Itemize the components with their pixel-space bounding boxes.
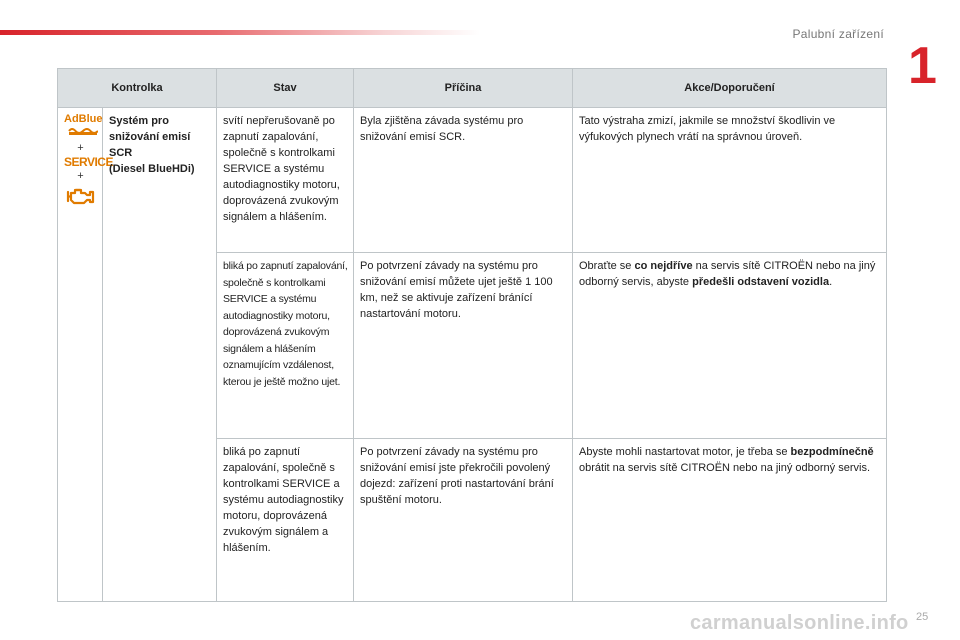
column-header-indicator: Kontrolka	[58, 69, 217, 108]
system-name: Systém pro snižování emisí SCR (Diesel BlueHDi)	[109, 115, 195, 175]
service-icon: SERVICE	[64, 155, 113, 169]
section-title: Palubní zařízení	[792, 27, 884, 41]
plus-sign-2: +	[77, 170, 84, 182]
table-header-row	[58, 69, 887, 108]
action-cell: Abyste mohli nastartovat motor, je třeba se bezpodmínečně obrátit na servis sítě CITROËN nebo na jiný odborný servis.	[573, 439, 887, 602]
cause-cell: Byla zjištěna závada systému pro snižování emisí SCR.	[354, 108, 573, 253]
header-accent-bar	[0, 30, 480, 35]
plus-sign: +	[77, 142, 84, 154]
state-cell: bliká po zapnutí zapalování, společně s kontrolkami SERVICE a systému autodiagnostiky motoru, doprovázená zvukovým signálem a hlášením.	[217, 439, 354, 602]
page-number: 25	[916, 611, 929, 623]
warning-light-table	[57, 68, 887, 602]
indicator-icons-cell	[58, 108, 113, 602]
table-row	[58, 108, 887, 253]
action-cell: Tato výstraha zmizí, jakmile se množství škodlivin ve výfukových plynech vrátí na správnou úroveň.	[573, 108, 887, 253]
adblue-icon: AdBlue	[64, 113, 102, 139]
state-cell: bliká po zapnutí zapalování, společně s kontrolkami SERVICE a systému autodiagnostiky motoru, doprovázená zvukovým signálem a hlášením oznamujícím vzdálenost, kterou je ještě možno ujet.	[217, 253, 354, 439]
cause-cell: Po potvrzení závady na systému pro snižování emisí jste překročili povolený dojezd: zařízení proti nastartování brání spuštění motoru.	[354, 439, 573, 602]
state-cell: svítí nepřerušovaně po zapnutí zapalování, společně s kontrolkami SERVICE a systému autodiagnostiky motoru, doprovázená zvukovým signálem a hlášením.	[217, 108, 354, 253]
column-header-state: Stav	[217, 69, 354, 108]
action-cell: Obraťte se co nejdříve na servis sítě CITROËN nebo na jiný odborný servis, abyste předešli odstavení vozidla.	[573, 253, 887, 439]
column-header-cause: Příčina	[354, 69, 573, 108]
watermark: carmanualsonline.info	[690, 612, 909, 634]
engine-icon	[65, 185, 97, 207]
column-header-action: Akce/Doporučení	[573, 69, 887, 108]
chapter-number: 1	[908, 37, 937, 95]
system-name-cell	[103, 108, 217, 602]
cause-cell: Po potvrzení závady na systému pro snižování emisí můžete ujet ještě 1 100 km, než se aktivuje zařízení bránící nastartování motoru.	[354, 253, 573, 439]
